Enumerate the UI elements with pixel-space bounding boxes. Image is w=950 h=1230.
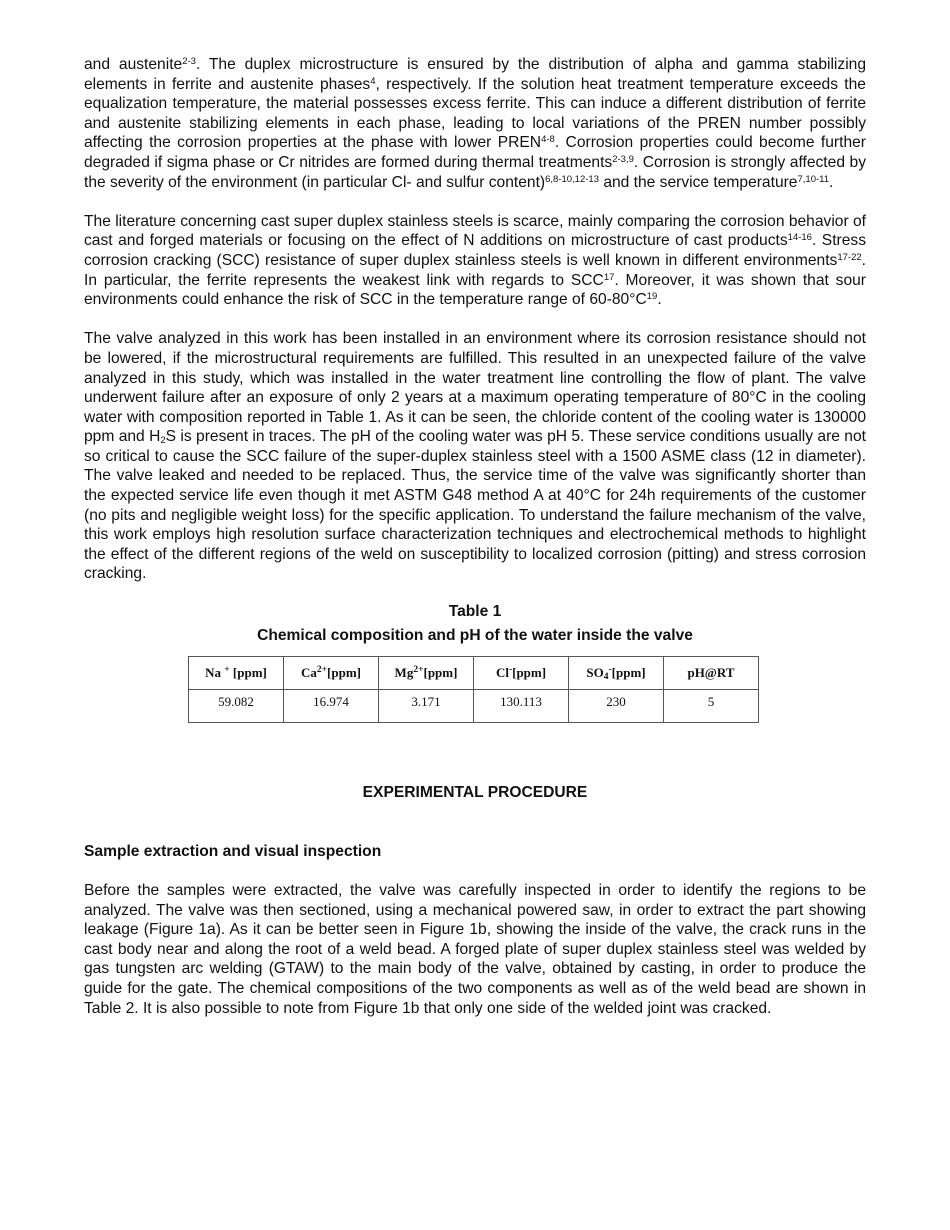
column-header-na: Na + [ppm] [189, 657, 284, 690]
table-container [188, 656, 866, 723]
table-row [189, 690, 759, 723]
text-run: . The duplex microstructure is ensured by the distribution of alpha and gamma stabilizing elements in ferrite and austenite phases [84, 56, 866, 93]
text-run: The literature concerning cast super duplex stainless steels is scarce, mainly comparing the corrosion behavior of cast and forged materials or focusing on the effect of N additions on microstructure of cast products [84, 212, 866, 250]
table-header-row [189, 657, 759, 690]
reference-superscript: 17 [603, 271, 615, 283]
text-run: . [829, 173, 834, 191]
composition-table [188, 656, 759, 723]
reference-superscript: 14-16 [787, 232, 812, 244]
text-run: and the service temperature [598, 173, 798, 191]
text-run: and austenite [84, 56, 183, 73]
document-page [84, 55, 866, 1018]
subscript: 2 [160, 435, 166, 447]
reference-superscript: 17-22 [837, 251, 862, 263]
text-run: . [657, 291, 662, 309]
table-cell-so4: 230 [569, 690, 664, 723]
reference-superscript: 4 [370, 75, 376, 87]
column-header-so4: $SO_4^-[ppm]$ [569, 657, 664, 690]
reference-superscript: 2-3,9 [612, 153, 634, 165]
reference-superscript: 2-3 [182, 56, 196, 67]
text-run: S is present in traces. The pH of the cooling water was pH 5. These service conditions usually are not so critical to cause the SCC failure of the super-duplex stainless steel with a 1500 ASME class (12 in diameter). The valve leaked and needed to be replaced. Thus, the service time of the valve was significantly shorter than the expected service life even though it met ASTM G48 method A at 40°C for 24h requirements of the customer (no pits and negligible weight loss) for the specific application. To understand the failure mechanism of the valve, this work employs high resolution surface characterization techniques and electrochemical methods to highlight the effect of the different regions of the weld on susceptibility to localized corrosion (pitting) and stress corrosion cracking. [84, 428, 866, 583]
paragraph-sample-extraction: Before the samples were extracted, the valve was carefully inspected in order to identify the regions to be analyzed. The valve was then sectioned, using a mechanical powered saw, in order to extract the part showing leakage (Figure 1a). As it can be better seen in Figure 1b, showing the inside of the valve, the crack runs in the cast body near and along the root of a weld bead. A forged plate of super duplex stainless steel was welded by gas tungsten arc welding (GTAW) to the main body of the valve, obtained by casting, in order to produce the guide for the gate. The chemical compositions of the two components as well as of the weld bead are shown in Table 2. It is also possible to note from Figure 1b that only one side of the welded joint was cracked. [84, 882, 866, 1017]
paragraph-intro-continuation [84, 55, 866, 192]
column-header-ca: $Ca^{2+}[ppm]$ [284, 657, 379, 690]
text-run: , respectively. If the solution heat treatment temperature exceeds the equalization temperature, the material possesses excess ferrite. This can induce a different distribution of ferrite and austenite stabilizing elements in each phase, leading to local variations of the PREN number possibly affecting the corrosion properties at the phase with lower PREN [84, 75, 866, 152]
table-cell-ca: 16.974 [284, 690, 379, 723]
text-run: . In particular, the ferrite represents the weakest link with regards to SCC [84, 251, 866, 289]
table-cell-na: 59.082 [189, 690, 284, 723]
column-header-ph: pH@RT [664, 657, 759, 690]
reference-superscript: 4-8 [541, 134, 555, 146]
text-run: . Corrosion is strongly affected by the severity of the environment (in particular Cl- and sulfur content) [84, 153, 866, 191]
column-header-cl: Cl-[ppm] [474, 657, 569, 690]
column-header-mg: $Mg^{2+}[ppm]$ [379, 657, 474, 690]
table-title: Chemical composition and pH of the water inside the valve [257, 627, 693, 645]
table-cell-cl: 130.113 [474, 690, 569, 723]
text-run: The valve analyzed in this work has been installed in an environment where its corrosion resistance should not be lowered, if the microstructural requirements are fulfilled. This resulted in an unexpected failure of the valve analyzed in this study, which was installed in the water treatment line controlling the flow of plant. The valve underwent failure after an exposure of only 2 years at a maximum operating temperature of 80°C in the cooling water with composition reported in Table 1. As it can be seen, the chloride content of the cooling water is 130000 ppm and H [84, 330, 866, 446]
section-heading: EXPERIMENTAL PROCEDURE [362, 784, 588, 802]
reference-superscript: 7,10-11 [797, 173, 829, 185]
text-run: . Corrosion properties could become further degraded if sigma phase or Cr nitrides are formed during thermal treatments [84, 134, 866, 171]
reference-superscript: 6,8-10,12-13 [545, 173, 599, 185]
paragraph-valve-analysis [84, 329, 866, 584]
table-cell-mg: 3.171 [379, 690, 474, 723]
reference-superscript: 19 [646, 291, 658, 303]
text-run: . Moreover, it was shown that sour environments could enhance the risk of SCC in the temperature range of 60-80°C [84, 271, 867, 309]
table-cell-ph: 5 [664, 690, 759, 723]
text-run: . Stress corrosion cracking (SCC) resistance of super duplex stainless steels is well known in different environments [84, 232, 866, 269]
subsection-heading: Sample extraction and visual inspection [84, 843, 382, 861]
paragraph-literature [84, 212, 866, 310]
table-label: Table 1 [448, 603, 502, 621]
